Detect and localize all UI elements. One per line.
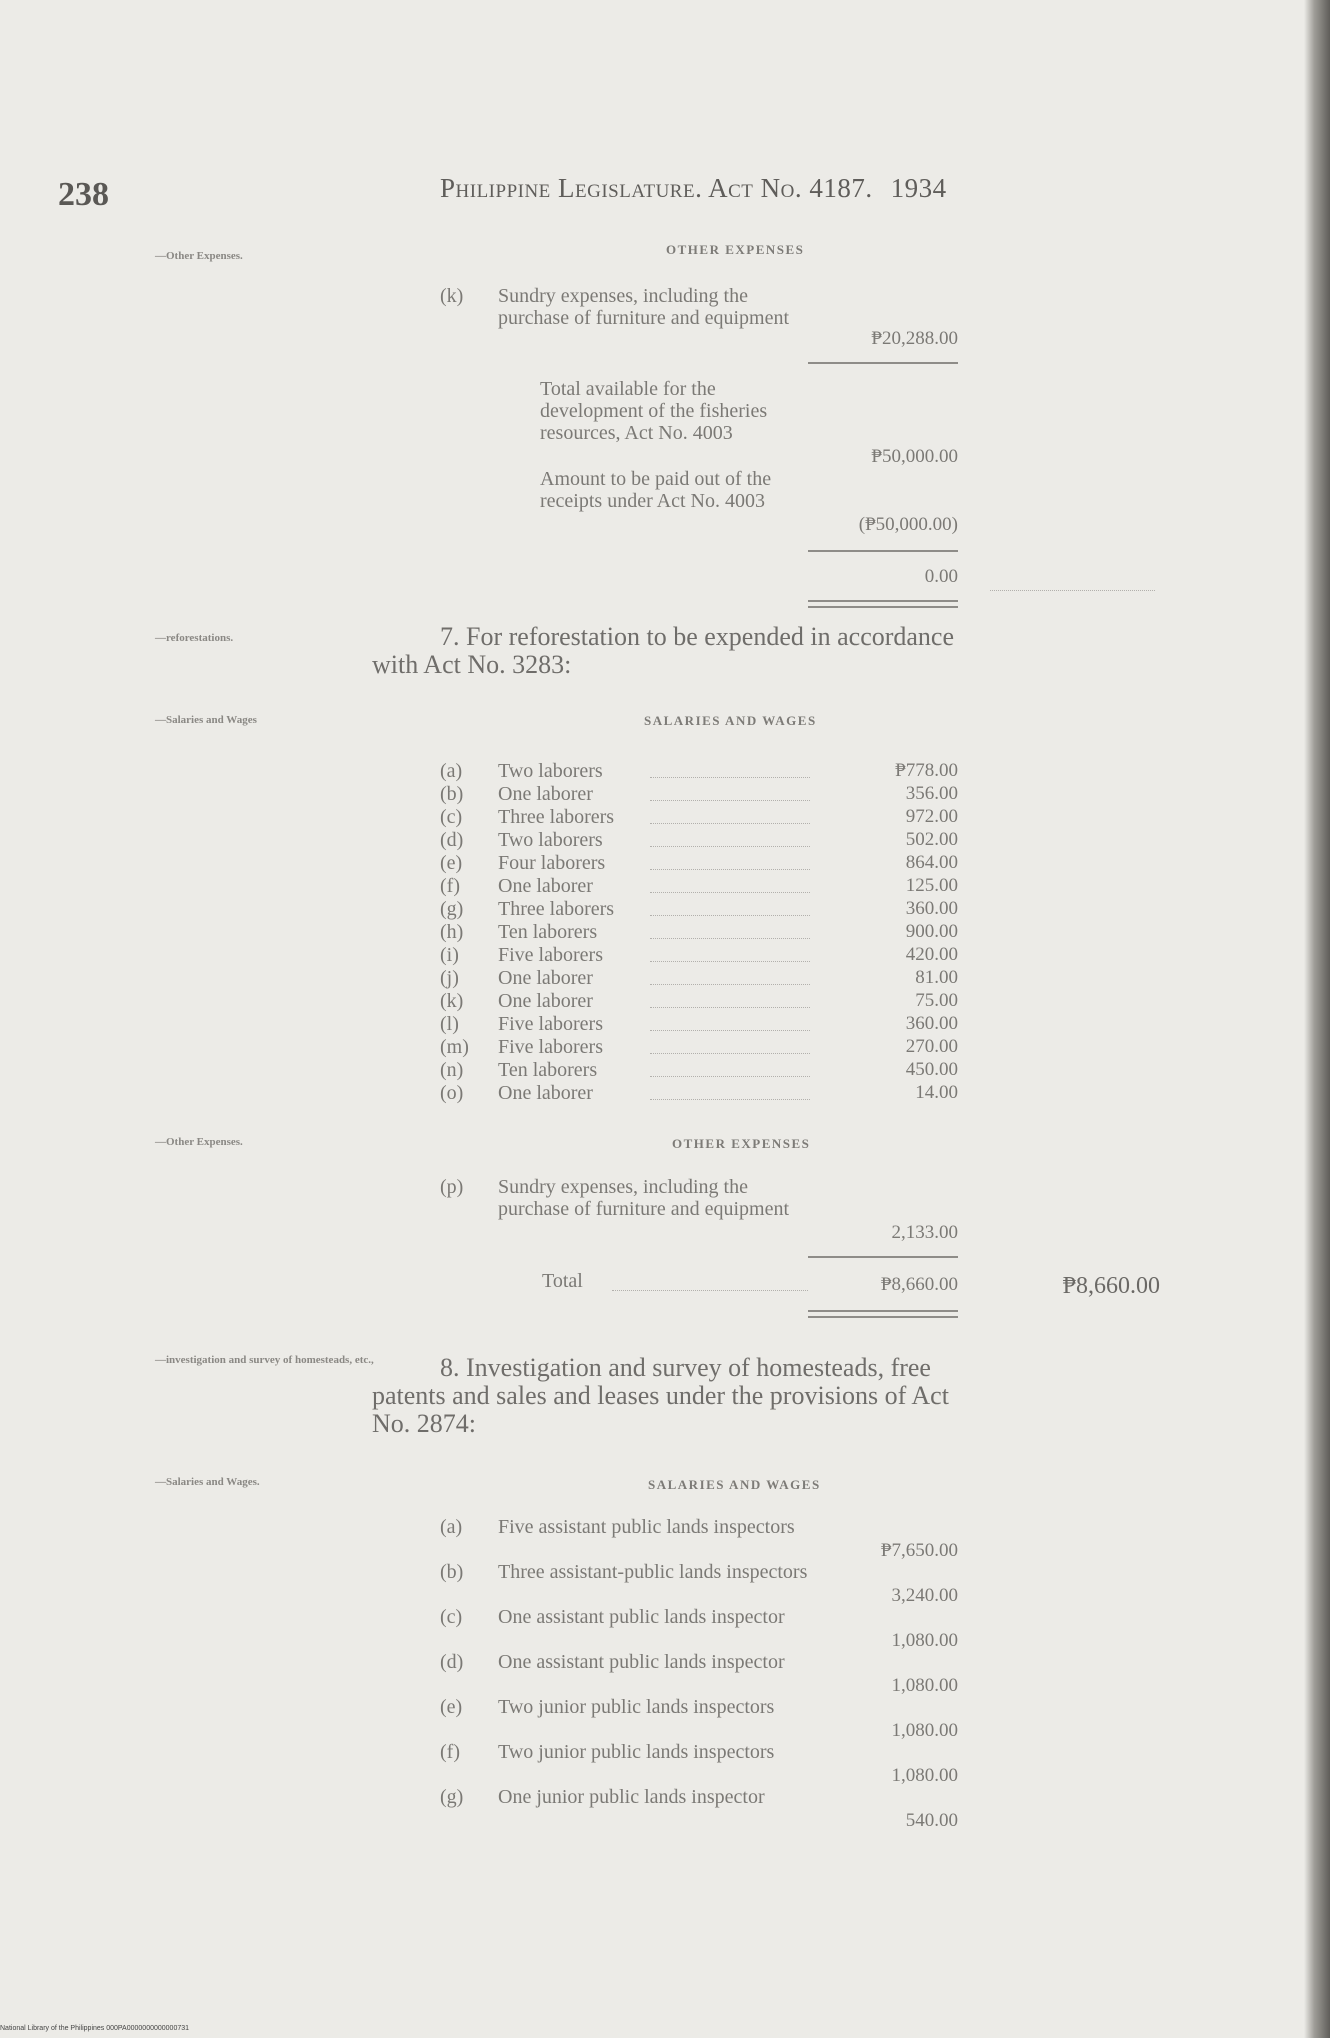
net-dot-leader [990, 590, 1155, 591]
total-dot-leader [612, 1290, 808, 1291]
dot-leader [650, 892, 810, 893]
dot-leader [650, 869, 810, 870]
receipts-text: Amount to be paid out of the receipts under Act No. 4003 [540, 468, 772, 512]
item-p-sundry: (p) Sundry expenses, including the purchase of furniture and equipment [440, 1176, 790, 1220]
margin-note-salaries-2: —Salaries and Wages. [155, 1476, 260, 1488]
laborer-amount: 360.00 [905, 898, 958, 919]
inspector-amount: 1,080.00 [891, 1630, 958, 1651]
other-expenses-heading-2: OTHER EXPENSES [672, 1136, 811, 1151]
section-7-total-right: ₱8,660.00 [1062, 1273, 1160, 1299]
inspector-amount: 1,080.00 [891, 1720, 958, 1741]
laborer-amount: 360.00 [905, 1013, 958, 1034]
margin-note-salaries: —Salaries and Wages [155, 714, 257, 726]
dot-leader [650, 1007, 810, 1008]
laborer-amount: ₱778.00 [895, 760, 958, 781]
laborer-item: (k) One laborer [440, 990, 593, 1012]
dot-leader [650, 915, 810, 916]
laborer-amount: 450.00 [905, 1059, 958, 1080]
laborer-amount: 356.00 [905, 783, 958, 804]
laborer-amount: 75.00 [915, 990, 958, 1011]
salaries-heading: SALARIES AND WAGES [644, 713, 817, 728]
dot-leader [650, 846, 810, 847]
laborer-amount: 420.00 [905, 944, 958, 965]
amount-p-sundry: 2,133.00 [891, 1222, 958, 1243]
laborer-item: (b) One laborer [440, 783, 593, 805]
laborer-item: (a) Two laborers [440, 760, 603, 782]
laborer-amount: 125.00 [905, 875, 958, 896]
salaries-heading-2: SALARIES AND WAGES [648, 1477, 821, 1492]
sum-rule [808, 550, 958, 552]
dot-leader [650, 1030, 810, 1031]
net-amount: 0.00 [924, 566, 958, 587]
inspector-amount: ₱7,650.00 [880, 1540, 958, 1561]
dot-leader [650, 800, 810, 801]
dot-leader [650, 984, 810, 985]
inspector-amount: 3,240.00 [891, 1585, 958, 1606]
inspector-item: (a) Five assistant public lands inspectors [440, 1516, 795, 1538]
inspector-item: (e) Two junior public lands inspectors [440, 1696, 775, 1718]
dot-leader [650, 823, 810, 824]
laborer-item: (n) Ten laborers [440, 1059, 598, 1081]
total-label: Total [542, 1270, 583, 1292]
laborer-item: (m) Five laborers [440, 1036, 603, 1058]
laborer-item: (d) Two laborers [440, 829, 603, 851]
fisheries-total-text: Total available for the development of the fisheries resources, Act No. 4003 [540, 378, 768, 444]
sum-rule [808, 1256, 958, 1258]
margin-note-other-expenses-2: —Other Expenses. [155, 1136, 243, 1148]
dot-leader [650, 777, 810, 778]
footer-credit: National Library of the Philippines 000PA0000000000000731 [0, 2025, 190, 2032]
laborer-item: (c) Three laborers [440, 806, 615, 828]
margin-note-investigation: —investigation and survey of homesteads, etc., [155, 1354, 374, 1366]
inspector-amount: 1,080.00 [891, 1675, 958, 1696]
double-rule [808, 600, 958, 608]
laborer-amount: 972.00 [905, 806, 958, 827]
margin-note-reforestation: —reforestations. [155, 632, 234, 644]
total-amount: ₱8,660.00 [880, 1274, 958, 1295]
laborer-item: (h) Ten laborers [440, 921, 598, 943]
section-7-paragraph: 7. For reforestation to be expended in accordance with Act No. 3283: [372, 622, 955, 679]
laborer-item: (g) Three laborers [440, 898, 615, 920]
laborer-amount: 270.00 [905, 1036, 958, 1057]
item-k-sundry: (k) Sundry expenses, including the purchase of furniture and equipment [440, 285, 790, 329]
dot-leader [650, 961, 810, 962]
laborer-item: (f) One laborer [440, 875, 593, 897]
inspector-amount: 1,080.00 [891, 1765, 958, 1786]
dot-leader [650, 938, 810, 939]
page-edge-shadow [1304, 0, 1330, 2038]
inspector-item: (g) One junior public lands inspector [440, 1786, 765, 1808]
other-expenses-heading: OTHER EXPENSES [666, 242, 805, 257]
laborer-item: (i) Five laborers [440, 944, 603, 966]
laborer-item: (l) Five laborers [440, 1013, 603, 1035]
page-number: 238 [58, 176, 109, 213]
running-title: Philippine Legislature. Act No. 4187. 1934 [440, 173, 947, 203]
section-8-paragraph: 8. Investigation and survey of homesteads, free patents and sales and leases under the provisions of Act No. 2874: [372, 1353, 949, 1438]
laborer-amount: 864.00 [905, 852, 958, 873]
inspector-item: (f) Two junior public lands inspectors [440, 1741, 775, 1763]
fisheries-total-amount: ₱50,000.00 [871, 446, 958, 467]
inspector-amount: 540.00 [905, 1810, 958, 1831]
laborer-amount: 81.00 [915, 967, 958, 988]
double-rule [808, 1310, 958, 1318]
margin-note-other-expenses: —Other Expenses. [155, 250, 243, 262]
laborer-amount: 900.00 [905, 921, 958, 942]
dot-leader [650, 1099, 810, 1100]
inspector-item: (c) One assistant public lands inspector [440, 1606, 785, 1628]
laborer-amount: 502.00 [905, 829, 958, 850]
inspector-item: (b) Three assistant-public lands inspectors [440, 1561, 808, 1583]
receipts-amount: (₱50,000.00) [858, 514, 958, 535]
laborer-item: (o) One laborer [440, 1082, 593, 1104]
laborer-amount: 14.00 [915, 1082, 958, 1103]
inspector-item: (d) One assistant public lands inspector [440, 1651, 785, 1673]
laborer-item: (e) Four laborers [440, 852, 606, 874]
laborer-item: (j) One laborer [440, 967, 593, 989]
dot-leader [650, 1053, 810, 1054]
sum-rule [808, 362, 958, 364]
amount-k-sundry: ₱20,288.00 [871, 328, 958, 349]
dot-leader [650, 1076, 810, 1077]
